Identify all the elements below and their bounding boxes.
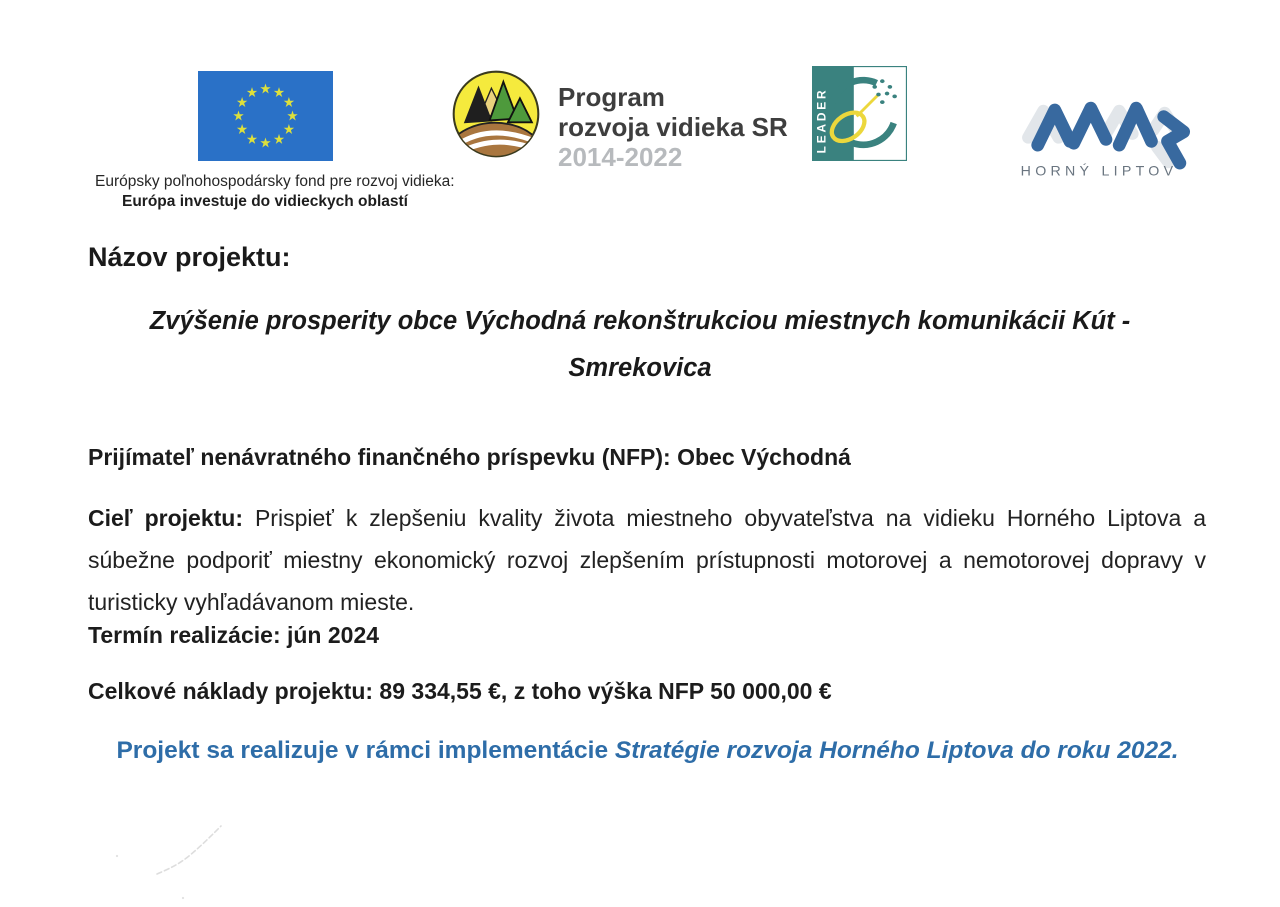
goal-text: Prispieť k zlepšeniu kvality života miestneho obyvateľstva na vidieku Horného Liptova a súbežne podporiť miestny ekonomický rozvoj zlepšením prístupnosti motorovej a nemotorovej dopravy v turisticky vyhľadávanom mieste.	[88, 505, 1206, 615]
leader-emblem-icon	[812, 66, 907, 161]
prv-program-block	[450, 68, 788, 172]
eu-funding-block	[95, 71, 455, 211]
mas-mountains-icon	[1015, 76, 1195, 181]
prv-title-line2: rozvoja vidieka SR	[558, 112, 788, 142]
eu-flag-icon	[198, 71, 333, 166]
prv-years: 2014-2022	[558, 142, 683, 172]
prv-title-line1: Program	[558, 82, 665, 112]
eu-caption-line1: Európsky poľnohospodársky fond pre rozvoj vidieka:	[95, 173, 455, 190]
leader-label: LEADER	[814, 87, 829, 154]
total-costs-line: Celkové náklady projektu: 89 334,55 €, z toho výška NFP 50 000,00 €	[88, 678, 832, 704]
pencil-scribble-artifact	[105, 812, 305, 902]
mas-label: HORNÝ LIPTOV	[1020, 163, 1178, 180]
goal-paragraph	[88, 497, 1206, 623]
project-name-label: Názov projektu:	[88, 242, 291, 272]
eu-caption-line2: Európa investuje do vidieckych oblastí	[122, 193, 408, 210]
implementation-note-plain: Projekt sa realizuje v rámci implementácie	[116, 737, 615, 764]
implementation-note	[85, 737, 1210, 765]
rural-development-emblem-icon	[450, 68, 542, 165]
recipient-line: Prijímateľ nenávratného finančného príspevku (NFP): Obec Východná	[88, 444, 851, 470]
realization-term-line: Termín realizácie: jún 2024	[88, 622, 380, 648]
goal-label: Cieľ projektu:	[88, 505, 243, 531]
implementation-note-strategy: Stratégie rozvoja Horného Liptova do roku 2022.	[614, 737, 1179, 764]
project-title: Zvýšenie prosperity obce Východná rekonštrukciou miestnych komunikácii Kút - Smrekovica	[149, 307, 1131, 382]
